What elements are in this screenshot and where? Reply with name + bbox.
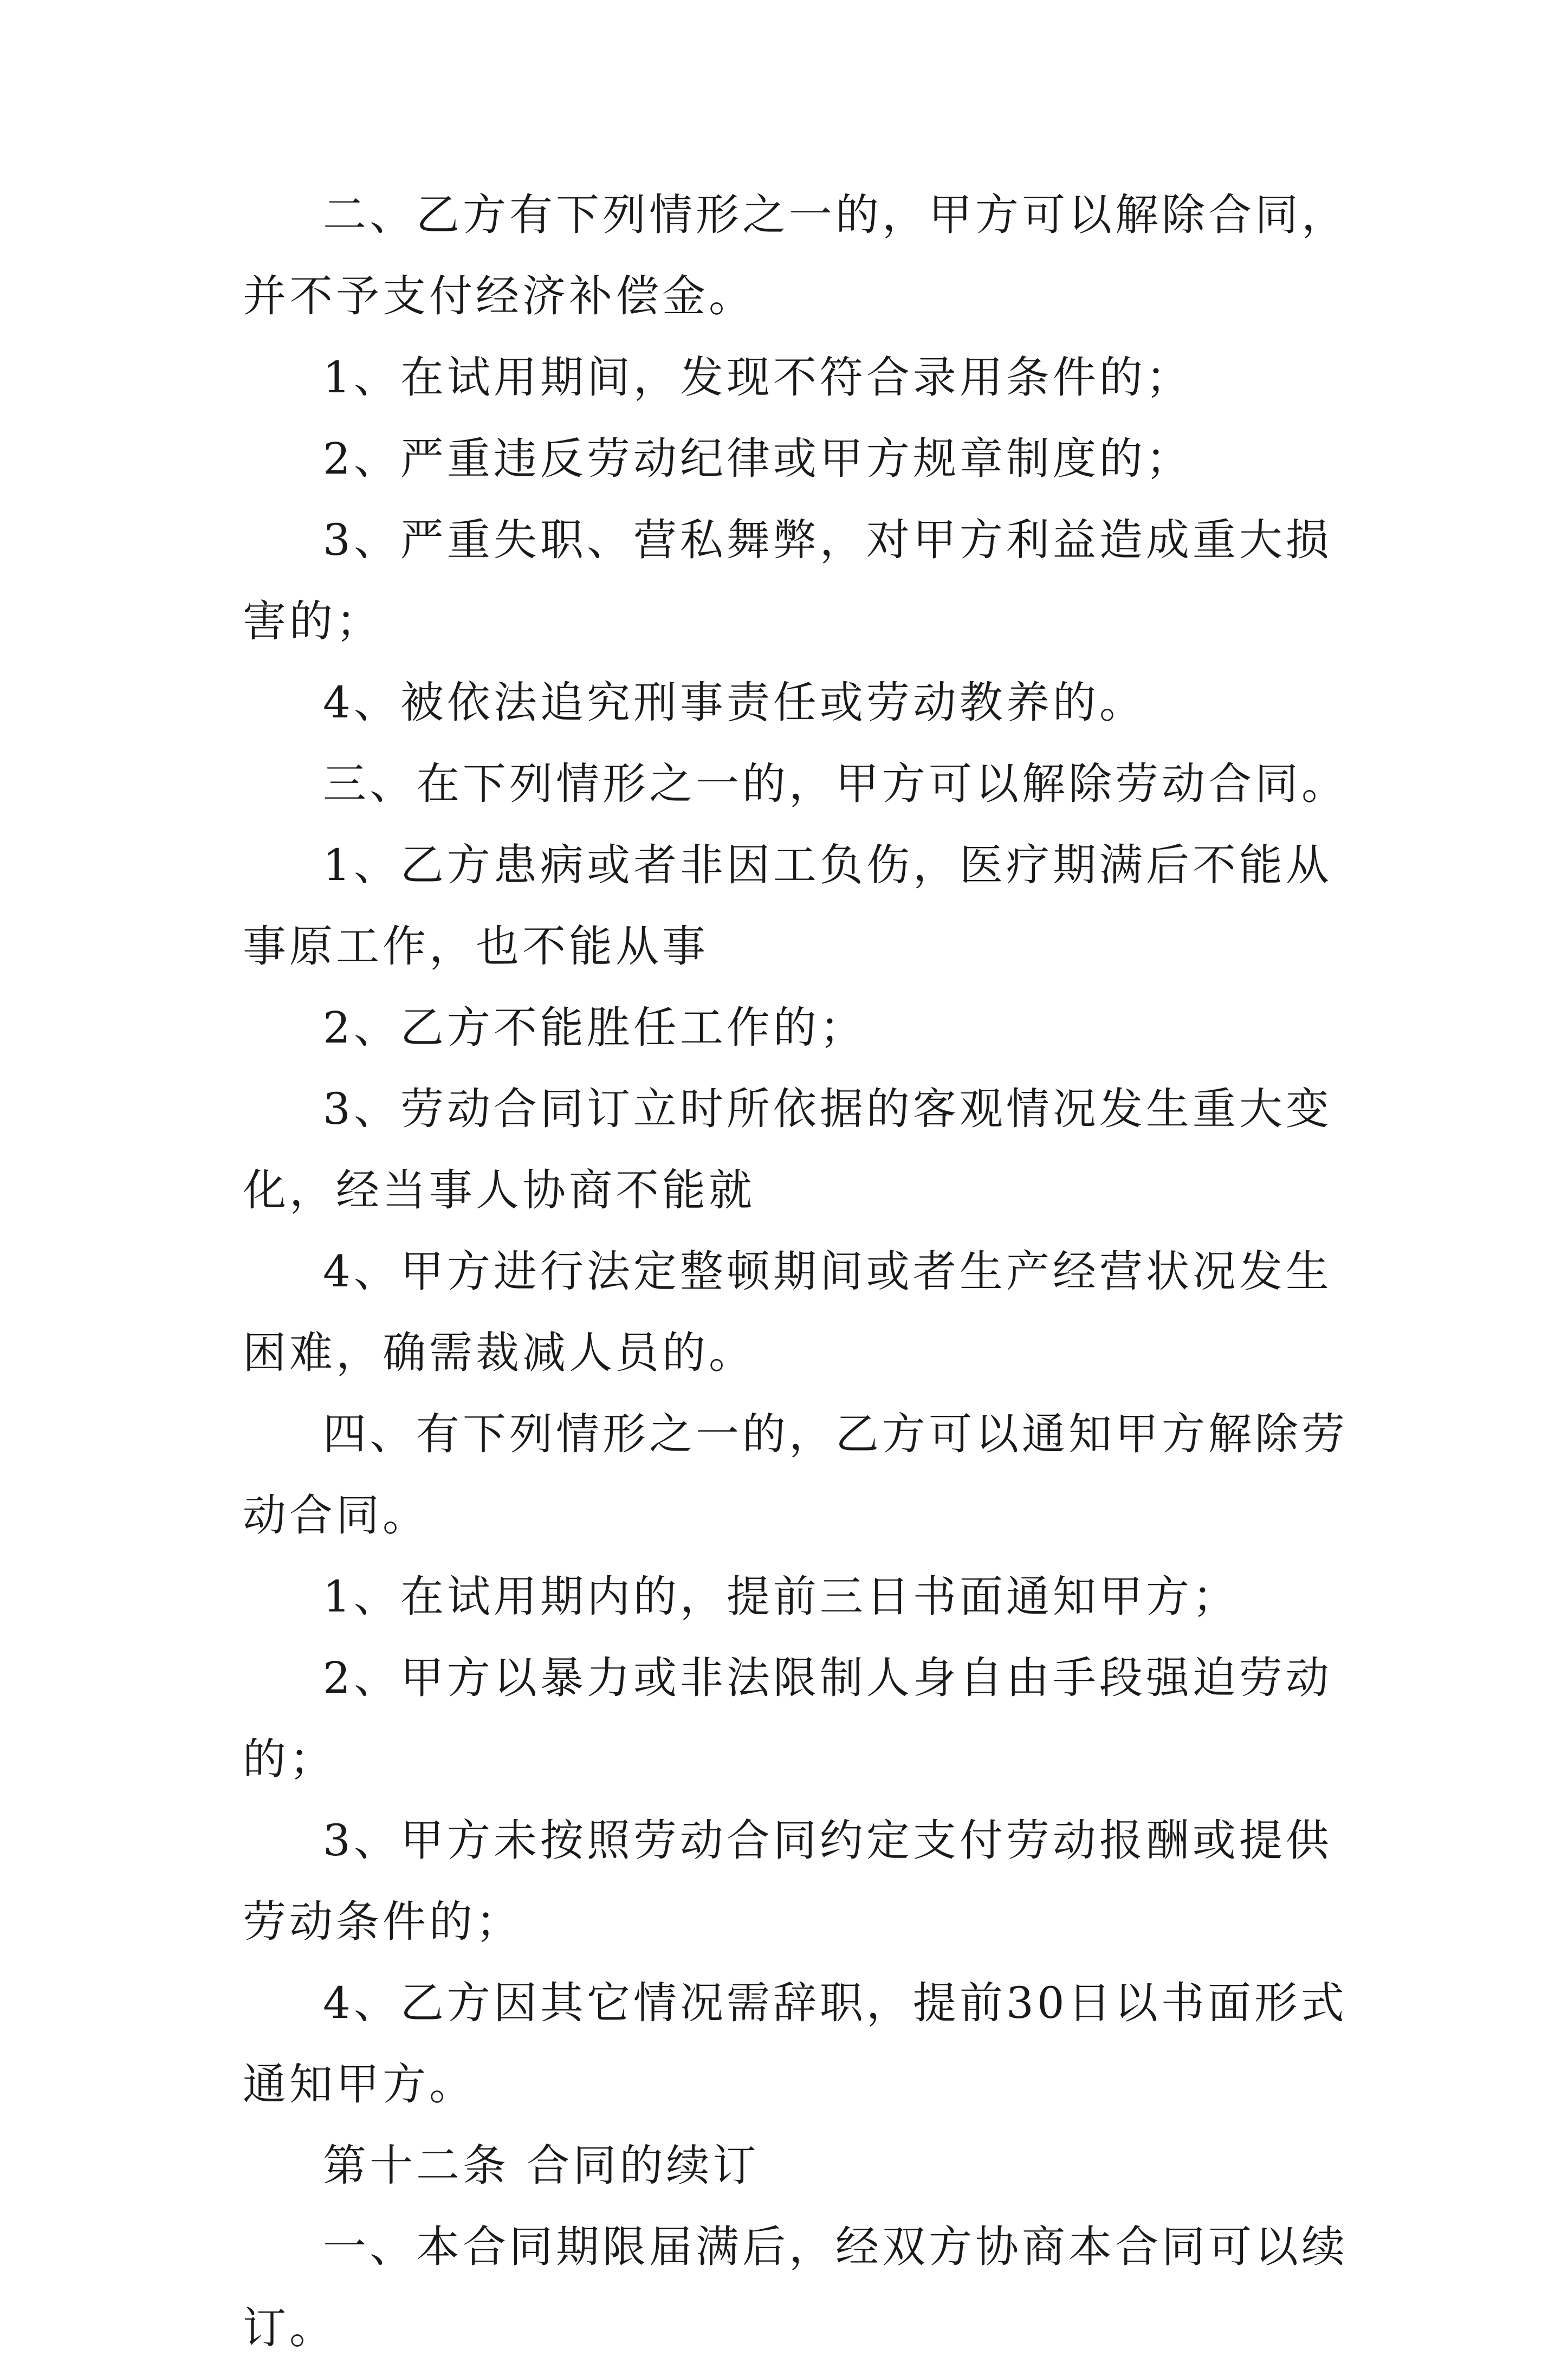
paragraph-clause-4-item-1: 1、在试用期内的，提前三日书面通知甲方； [323,1571,1239,1622]
paragraph-clause-4: 四、有下列情形之一的，乙方可以通知甲方解除劳动合同。 [243,1409,1348,1541]
paragraph-clause-3-item-2: 2、乙方不能胜任工作的； [323,1002,866,1053]
paragraph-clause-2-item-1: 1、在试用期间，发现不符合录用条件的； [323,352,1193,403]
paragraph-clause-3-item-1: 1、乙方患病或者非因工负伤，医疗期满后不能从事原工作，也不能从事 [243,840,1332,972]
paragraph-clause-3-item-4: 4、甲方进行法定整顿期间或者生产经营状况发生困难，确需裁减人员的。 [243,1246,1332,1378]
paragraph-clause-2-item-2: 2、严重违反劳动纪律或甲方规章制度的； [323,433,1193,484]
paragraph-clause-2-item-4: 4、被依法追究刑事责任或劳动教养的。 [323,677,1146,728]
paragraph-clause-2: 二、乙方有下列情形之一的，甲方可以解除合同，并不予支付经济补偿金。 [243,190,1348,321]
paragraph-clause-2-item-3: 3、严重失职、营私舞弊，对甲方利益造成重大损害的； [243,515,1332,646]
paragraph-clause-3: 三、在下列情形之一的，甲方可以解除劳动合同。 [323,759,1348,809]
paragraph-clause-4-item-2: 2、甲方以暴力或非法限制人身自由手段强迫劳动的； [243,1653,1332,1784]
paragraph-clause-4-item-4: 4、乙方因其它情况需辞职，提前30日以书面形式通知甲方。 [243,1978,1347,2109]
paragraph-clause-3-item-3: 3、劳动合同订立时所依据的客观情况发生重大变化，经当事人协商不能就 [243,1084,1332,1215]
article-12-heading: 第十二条 合同的续订 [323,2140,760,2191]
document-body [243,174,1359,2369]
paragraph-clause-4-item-3: 3、甲方未按照劳动合同约定支付劳动报酬或提供劳动条件的； [243,1815,1332,1947]
paragraph-article-12-item-1: 一、本合同期限届满后，经双方协商本合同可以续订。 [243,2222,1348,2353]
